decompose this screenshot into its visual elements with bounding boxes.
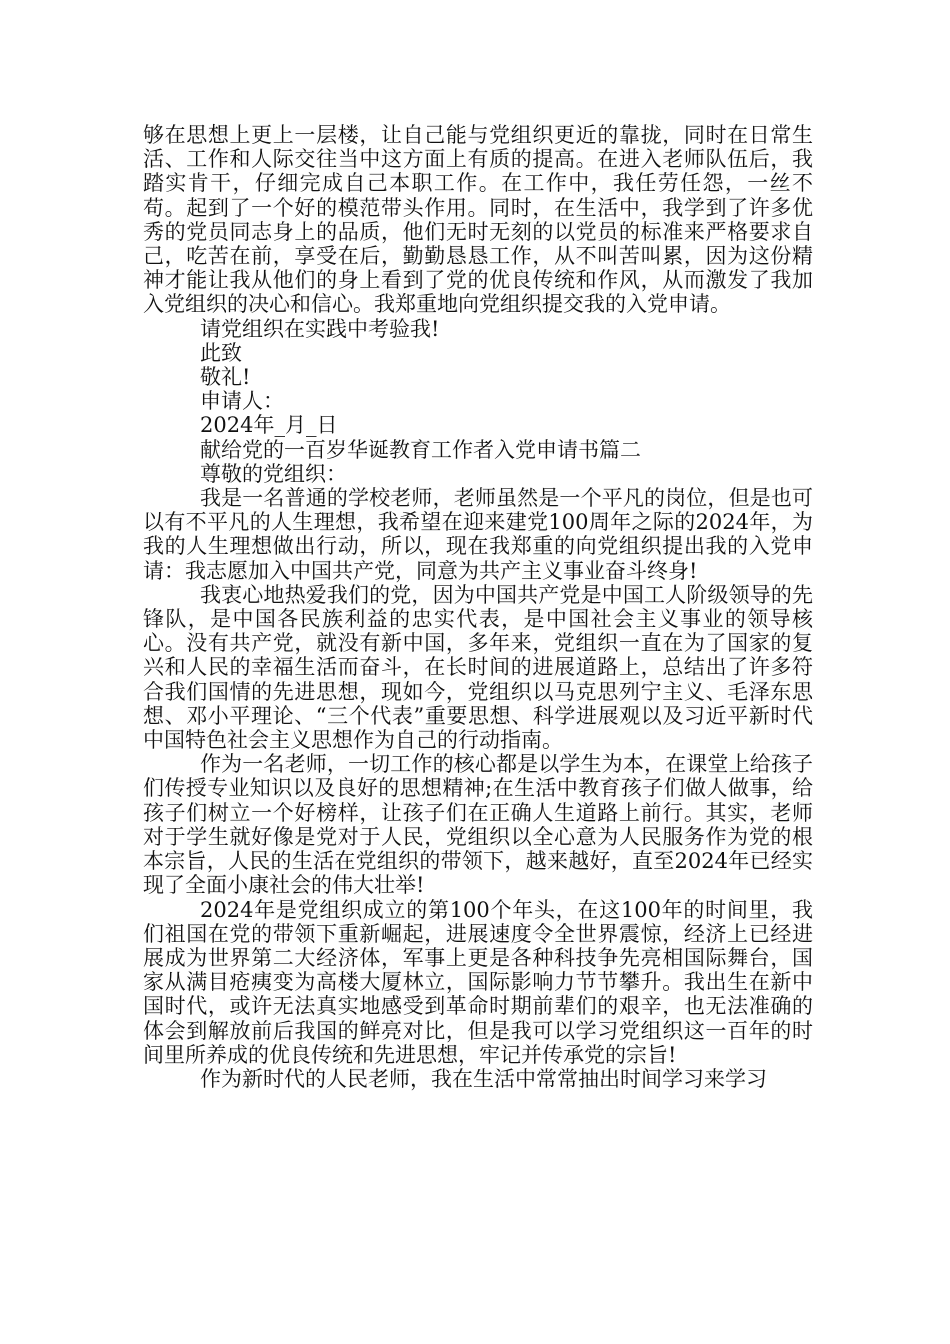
paragraph-continuation: 够在思想上更上一层楼，让自己能与党组织更近的靠拢，同时在日常生活、工作和人际交往当中这方面上有质的提高。在进入老师队伍后，我踏实肯干，仔细完成自己本职工作。在工作中，我任劳任怨，一丝不苟。起到了一个好的模范带头作用。同时，在生活中，我学到了许多优秀的党员同志身上的品质，他们无时无刻的以党员的标准来严格要求自己，吃苦在前，享受在后，勤勤恳恳工作，从不叫苦叫累，因为这份精神才能让我从他们的身上看到了党的优良传统和作风，从而激发了我加入党组织的决心和信心。我郑重地向党组织提交我的入党申请。	[143, 123, 813, 317]
document-body	[143, 123, 813, 1091]
date-line: 2024年_月_日	[200, 413, 338, 438]
section-title: 献给党的一百岁华诞教育工作者入党申请书篇二	[200, 437, 641, 462]
salutation: 尊敬的党组织：	[200, 461, 347, 486]
closing-line-test-me: 请党组织在实践中考验我!	[200, 316, 440, 341]
paragraph-teacher: 作为一名老师，一切工作的核心都是以学生为本，在课堂上给孩子们传授专业知识以及良好的思想精神;在生活中教育孩子们做人做事，给孩子们树立一个好榜样，让孩子们在正确人生道路上前行。其实，老师对于学生就好像是党对于人民，党组织以全心意为人民服务作为党的根本宗旨，人民的生活在党组织的带领下，越来越好，直至2024年已经实现了全面小康社会的伟大壮举!	[143, 752, 813, 898]
closing-line-cizhi: 此致	[200, 340, 242, 365]
paragraph-intro: 我是一名普通的学校老师，老师虽然是一个平凡的岗位，但是也可以有不平凡的人生理想，我希望在迎来建党100周年之际的2024年，为我的人生理想做出行动，所以，现在我郑重的向党组织提出我的入党申请：我志愿加入中国共产党，同意为共产主义事业奋斗终身!	[143, 486, 813, 583]
paragraph-new-era: 作为新时代的人民老师，我在生活中常常抽出时间学习来学习	[200, 1066, 767, 1091]
closing-line-jingli: 敬礼!	[200, 365, 251, 390]
paragraph-centenary: 2024年是党组织成立的第100个年头，在这100年的时间里，我们祖国在党的带领下重新崛起，进展速度令全世界震惊，经济上已经进展成为世界第二大经济体，军事上更是各种科技争先亮相国际舞台，国家从满目疮痍变为高楼大厦林立，国际影响力节节攀升。我出生在新中国时代，或许无法真实地感受到革命时期前辈们的艰辛，也无法准确的体会到解放前后我国的鲜亮对比，但是我可以学习党组织这一百年的时间里所养成的优良传统和先进思想，牢记并传承党的宗旨!	[143, 897, 813, 1067]
applicant-label: 申请人：	[200, 389, 284, 414]
paragraph-love-party: 我衷心地热爱我们的党，因为中国共产党是中国工人阶级领导的先锋队，是中国各民族利益的忠实代表，是中国社会主义事业的领导核心。没有共产党，就没有新中国，多年来，党组织一直在为了国家的复兴和人民的幸福生活而奋斗，在长时间的进展道路上，总结出了许多符合我们国情的先进思想，现如今，党组织以马克思列宁主义、毛泽东思想、邓小平理论、“三个代表”重要思想、科学进展观以及习近平新时代中国特色社会主义思想作为自己的行动指南。	[143, 582, 813, 753]
